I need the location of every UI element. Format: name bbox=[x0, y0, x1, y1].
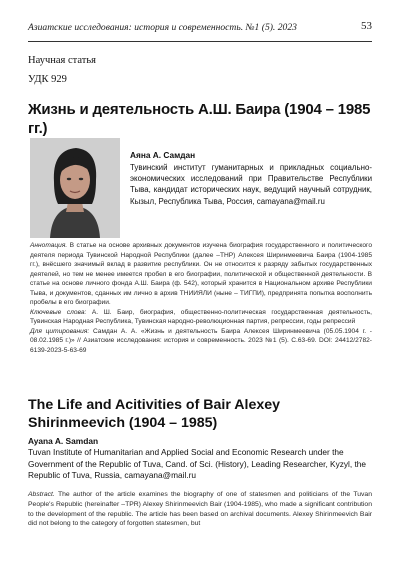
running-header bbox=[28, 22, 372, 38]
abstract-label-en: Abstract. bbox=[28, 491, 55, 498]
article-title-ru: Жизнь и деятельность А.Ш. Баира (1904 – 1985 гг.) bbox=[28, 101, 371, 137]
annotation-paragraph bbox=[30, 241, 372, 308]
page-number: 53 bbox=[361, 20, 372, 32]
citation-paragraph bbox=[30, 327, 372, 356]
keywords-paragraph bbox=[30, 308, 372, 327]
abstract-en bbox=[28, 490, 372, 529]
keywords-text: А. Ш. Баир, биография, общественно-политическая государственная деятельность, Тувинская Народная Республика, Тувинская народно-революционная партия, репрессии, годы репрессий bbox=[30, 308, 372, 325]
article-type: Научная статья bbox=[28, 55, 96, 66]
author-info-ru bbox=[130, 150, 372, 207]
udc-code: УДК 929 bbox=[28, 74, 67, 85]
keywords-label: Ключевые слова: bbox=[30, 308, 87, 316]
author-name-en: Ayana A. Samdan bbox=[28, 436, 99, 446]
author-photo bbox=[30, 138, 120, 238]
citation-label: Для цитирования: bbox=[30, 327, 90, 335]
author-affiliation-en: Tuvan Institute of Humanitarian and Applied Social and Economic Research under the Government of the Republic of Tuva, Cand. of Sci. (History), Leading Researcher, Kyzyl, the Republic of Tuva, Russia, camayana@mail.ru bbox=[28, 447, 367, 481]
author-affiliation-ru: Тувинский институт гуманитарных и прикладных социально-экономических исследований при Правительстве Республики Тыва, кандидат исторических наук, ведущий научный сотрудник, Кызыл, Республика Тыва, Россия, camayana@mail.ru bbox=[130, 163, 372, 206]
annotation-label: Аннотация. bbox=[30, 242, 68, 249]
article-title-en: The Life and Acitivities of Bair Alexey Shirinmeevich (1904 – 1985) bbox=[28, 397, 281, 431]
abstract-ru bbox=[30, 241, 372, 355]
citation-text: Самдан А. А. «Жизнь и деятельность Баира Алексея Ширинмеевича (05.05.1904 г. - 08.02.1985 г.)» // Азиатские исследования: история и современность. 2023 №1 (5). С.63-69. DOI: 24412/2782-6139-2023-5-63-69 bbox=[30, 327, 372, 354]
header-rule bbox=[28, 41, 372, 42]
abstract-text-en: The author of the article examines the biography of one of statesmen and politicians of the Tuvan People's Republic (hereinafter –TPR) Alexey Shirinmeevich Bair (1904-1985), who made a significant contribution to the development of the republic. The article has been based on archival documents. Alexey Shirinmeevich Bair did not belong to the category of forgotten statesmen, but bbox=[28, 491, 372, 528]
author-name-ru: Аяна А. Самдан bbox=[130, 150, 196, 160]
author-info-en bbox=[28, 436, 372, 482]
annotation-text: В статье на основе архивных документов изучена биография государственного и политического деятеля периода Тувинской Народной Республики (далее –ТНР) Алексея Ширинмеевича Баира (1904-1985 гг.), внёсшего значимый вклад в развитие республики. Он не относится к разряду забытых государственных деятелей, но тем не менее имеется пробел в его биографии, политической и общественной деятельности. В статье на основе личного фонда А.Ш. Баира (ф. 542), который хранится в Национальном архиве Республики Тыва, и документов, сданных им лично в архив ТНИИЯЛИ (ныне – ТИГПИ), предпринята попытка восполнить пробелы в его биографии. bbox=[30, 242, 372, 306]
journal-title: Азиатские исследования: история и современность. №1 (5). 2023 bbox=[28, 22, 297, 33]
